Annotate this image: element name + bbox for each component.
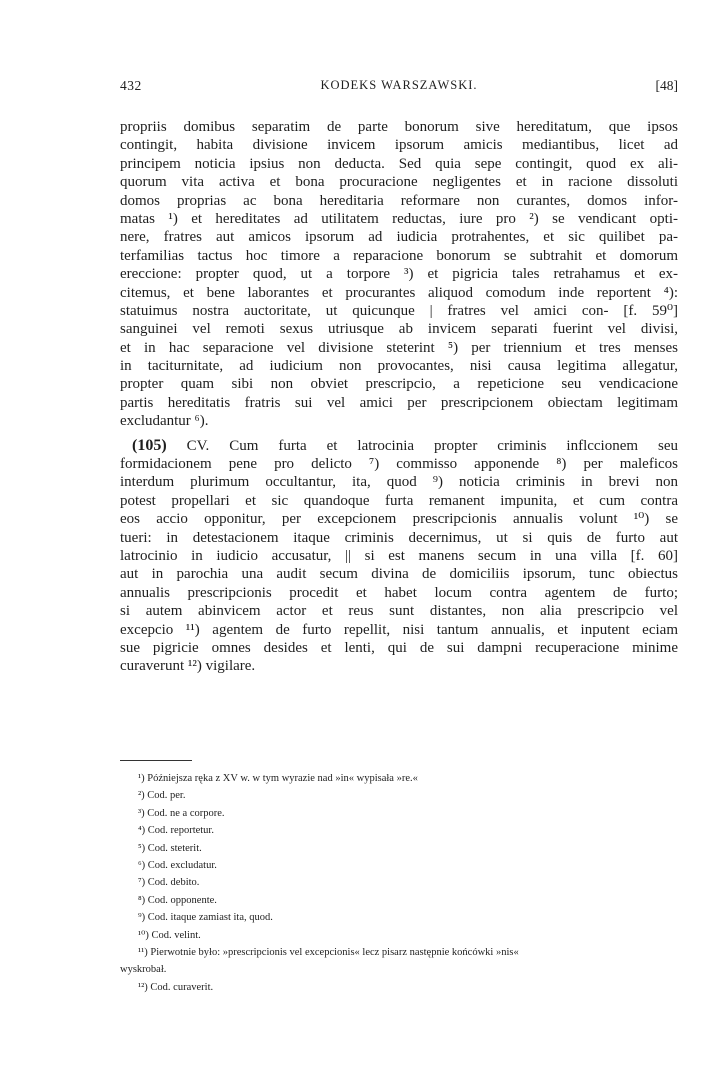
text-line: principem noticia ipsius non deducta. Sed quia sepe contingit, quod ex ali-	[120, 155, 678, 172]
text-line: quorum vita activa et bona procuracione negligentes et in racione dissoluti	[120, 174, 678, 191]
text-line: formidacionem pene pro delicto ⁷) commisso apponende ⁸) per maleficos	[120, 456, 678, 473]
section-number: (105)	[132, 436, 167, 454]
section-opening: CV. Cum furta et latrocinia propter criminis inflccionem seu	[166, 437, 678, 454]
main-text	[120, 118, 678, 676]
footnote-continuation: wyskrobał.	[120, 964, 167, 976]
footnotes	[120, 770, 678, 996]
text-line: excludantur ⁶).	[120, 413, 209, 430]
footnote: ⁸) Cod. opponente.	[138, 894, 217, 906]
text-line: eos accio opponitur, per excepcionem prescripcionis annualis volunt ¹⁰) se	[120, 511, 678, 528]
text-line: ereccione: propter quod, ut a torpore ³) et pigricia tales retrahamus et ex-	[120, 266, 678, 283]
text-line: aut in parochia una audit secum divina de domiciliis ipsorum, tunc obiectus	[120, 566, 678, 583]
text-line: latrocinio in iudicio accusatur, || si est manens secum in una villa [f. 60]	[120, 547, 678, 564]
footnote: ⁷) Cod. debito.	[138, 877, 200, 889]
page-number: 432	[120, 78, 142, 93]
text-line: terfamilias tactus hoc timore a reparacione bonorum se subtrahit et domorum	[120, 247, 678, 264]
footnote: ⁹) Cod. itaque zamiast ita, quod.	[138, 912, 273, 924]
text-line: matas ¹) et hereditates ad utilitatem reductas, iure pro ²) se vendicant opti-	[120, 210, 678, 227]
footnote-separator	[120, 760, 192, 761]
text-line: propriis domibus separatim de parte bonorum sive hereditatum, que ipsos	[120, 119, 678, 135]
text-line: annualis prescripcionis procedit et habet locum contra agentem de furto;	[120, 584, 678, 601]
footnote: ¹²) Cod. curaverit.	[138, 981, 214, 993]
footnote: ¹¹) Pierwotnie było: »prescripcionis vel excepcionis« lecz pisarz następnie końcówki »nis«	[138, 946, 519, 958]
footnote: ¹⁰) Cod. velint.	[138, 929, 201, 941]
text-line: statuimus nostra auctoritate, ut quicunque | fratres vel amici con- [f. 59⁰]	[120, 302, 678, 319]
footnote: ¹) Późniejsza ręka z XV w. w tym wyrazie nad »in« wypisała »re.«	[138, 773, 418, 784]
text-line: nere, fratres aut amicos ipsorum ad iudicia protrahentes, et sic quilibet pa-	[120, 229, 678, 246]
running-title: KODEKS WARSZAWSKI.	[320, 78, 478, 92]
footnote: ⁶) Cod. excludatur.	[138, 859, 217, 871]
text-line: excepcio ¹¹) agentem de furto repellit, nisi tantum annualis, et inputent eciam	[120, 621, 678, 638]
section-heading-line	[120, 437, 678, 455]
footnote: ⁴) Cod. reportetur.	[138, 825, 214, 837]
footnote: ³) Cod. ne a corpore.	[138, 807, 225, 819]
text-line: in taciturnitate, ad iudicium non provocantes, nisi causa legitima allegatur,	[120, 358, 678, 375]
folio-marker: [48]	[655, 78, 678, 93]
text-line: sanguinei vel remoti sexus utriusque ab invicem separati fuerint vel divisi,	[120, 321, 678, 338]
text-line: potest propellari et sic quandoque furta remanent impunita, et cum contra	[120, 492, 678, 509]
running-header	[120, 78, 678, 98]
footnote: ⁵) Cod. steterit.	[138, 842, 202, 854]
text-line: contingit, habita divisione invicem ipsorum amicis mediantibus, licet ad	[120, 137, 678, 154]
text-line: tueri: in detestacionem itaque criminis decernimus, ut si quis de furto aut	[120, 529, 678, 546]
text-line: domos proprias ac bona hereditaria reformare non curantes, domos infor-	[120, 192, 678, 209]
text-line: et in hac separacione vel divisione steterint ⁵) per triennium et tres menses	[120, 339, 678, 356]
text-line: citemus, et bene laborantes et procurantes aliquod comodum inde reportent ⁴):	[120, 284, 678, 301]
text-line: interdum plurimum occultantur, ita, quod ⁹) noticia criminis in brevi non	[120, 474, 678, 491]
text-line: propter quam sibi non obviet prescripcio, a repeticione seu vendicacione	[120, 376, 678, 393]
text-line: curaverunt ¹²) vigilare.	[120, 658, 256, 675]
text-line: si autem abinvicem actor et reus sunt distantes, non alia prescripcio vel	[120, 603, 678, 620]
text-line: sue pigricie omnes desides et lenti, qui de sui dampni recuperacione minime	[120, 639, 678, 656]
text-line: partis hereditatis fratris sui vel amici per prescripcionem obiectam legitimam	[120, 394, 678, 411]
footnote: ²) Cod. per.	[138, 790, 186, 802]
